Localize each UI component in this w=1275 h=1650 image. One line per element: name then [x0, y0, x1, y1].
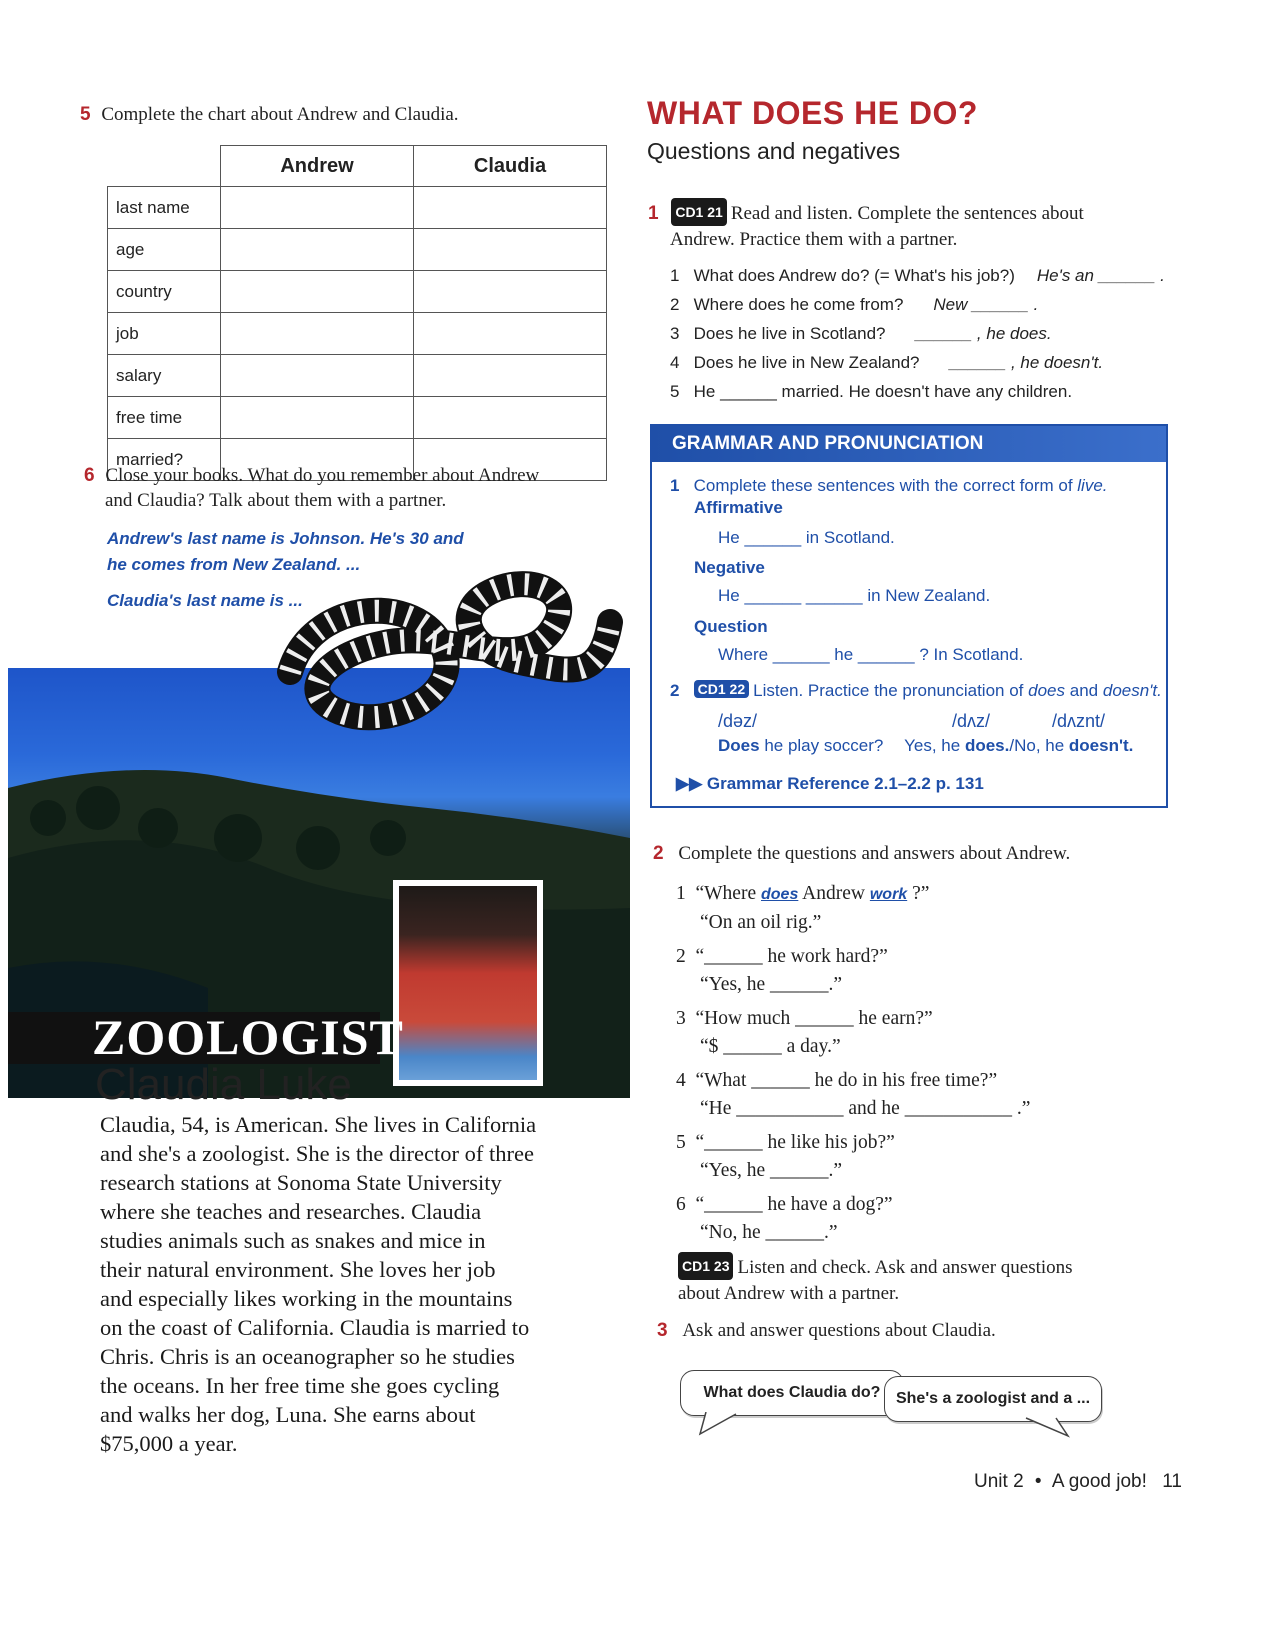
exercise-3-heading [657, 1318, 996, 1344]
grammar-reference-link[interactable]: ▶▶ Grammar Reference 2.1–2.2 p. 131 [676, 774, 984, 793]
negative-line: He ______ ______ in New Zealand. [718, 586, 991, 605]
answer-line: “Yes, he ______.” [700, 974, 843, 995]
example-line: he comes from New Zealand. ... [107, 555, 361, 574]
row-label: age [108, 229, 221, 271]
list-item: 4 “What ______ he do in his free time?” [676, 1070, 998, 1091]
audio-track-badge[interactable]: CD1 21 [671, 198, 726, 226]
answer-line: “On an oil rig.” [700, 912, 822, 933]
chart-cell[interactable] [414, 271, 607, 313]
affirmative-label: Affirmative [694, 498, 783, 517]
exercise-2-heading [653, 841, 1070, 867]
story-line: Claudia, 54, is American. She lives in California [100, 1112, 537, 1137]
row-label: married? [108, 439, 221, 481]
double-arrow-icon: ▶▶ [676, 774, 703, 793]
question-line: Where ______ he ______ ? In Scotland. [718, 645, 1024, 664]
speech-bubble-question: What does Claudia do? [680, 1370, 904, 1416]
ipa-does-weak: /dəz/ [718, 711, 758, 731]
page-number: 11 [1162, 1471, 1182, 1492]
audio-track-badge[interactable]: CD1 22 [694, 680, 749, 698]
table-row [108, 397, 607, 439]
answer-line: “He ___________ and he ___________ .” [700, 1098, 1031, 1119]
story-line: where she teaches and researches. Claudia [100, 1199, 482, 1224]
answer-line: “Yes, he ______.” [700, 1160, 843, 1181]
example-line: Andrew's last name is Johnson. He's 30 and [107, 529, 464, 548]
list-item: 1 What does Andrew do? (= What's his job?) He's an ______ . [670, 266, 1165, 285]
chart-cell[interactable] [221, 229, 414, 271]
exercise-instruction: Andrew. Practice them with a partner. [670, 229, 958, 250]
exercise-instruction: Ask and answer questions about Claudia. [682, 1320, 996, 1341]
audio-track-badge[interactable]: CD1 23 [678, 1252, 733, 1280]
story-line: studies animals such as snakes and mice in [100, 1228, 486, 1253]
column-header-claudia: Claudia [414, 146, 607, 187]
story-line: on the coast of California. Claudia is married to [100, 1315, 530, 1340]
table-row [108, 271, 607, 313]
row-label: last name [108, 187, 221, 229]
exercise-2-items [676, 880, 1030, 1247]
row-label: free time [108, 397, 221, 439]
list-item: 2 Where does he come from? New ______ . [670, 295, 1039, 314]
story-line: Chris. Chris is an oceanographer so he studies [100, 1344, 515, 1369]
exercise-number: 1 [648, 203, 659, 224]
exercise-number: 3 [657, 1320, 668, 1341]
list-item: 6 “______ he have a dog?” [676, 1194, 893, 1215]
answer-line: “$ ______ a day.” [700, 1036, 841, 1057]
list-item: 5 “______ he like his job?” [676, 1132, 895, 1153]
list-item: 3 “How much ______ he earn?” [676, 1008, 933, 1029]
table-row [108, 355, 607, 397]
profile-story [100, 1110, 590, 1458]
question-label: Question [694, 617, 768, 636]
page-footer: Unit 2 • A good job! 11 [974, 1471, 1182, 1492]
page-title: WHAT DOES HE DO? [647, 95, 978, 131]
chart-cell[interactable] [221, 313, 414, 355]
story-line: their natural environment. She loves her job [100, 1257, 496, 1282]
snake-image [270, 562, 630, 762]
affirmative-line: He ______ in Scotland. [718, 528, 895, 547]
exercise-5-heading [80, 104, 459, 126]
row-label: country [108, 271, 221, 313]
story-line: and especially likes working in the mountains [100, 1286, 513, 1311]
pronunciation-example: Does he play soccer? Yes, he does./No, he doesn't. [718, 736, 1134, 755]
filled-answer: does [761, 886, 799, 903]
story-line: and walks her dog, Luna. She earns about [100, 1402, 476, 1427]
grammar-item-1: 1 Complete these sentences with the correct form of live. [670, 476, 1108, 495]
exercise-instruction: Close your books. What do you remember about Andrew [105, 465, 540, 486]
row-label: job [108, 313, 221, 355]
chart-cell[interactable] [221, 187, 414, 229]
andrew-claudia-chart [107, 145, 607, 481]
exercise-instruction: Read and listen. Complete the sentences about [730, 203, 1084, 224]
table-row [108, 187, 607, 229]
chart-cell[interactable] [414, 355, 607, 397]
grammar-header: GRAMMAR AND PRONUNCIATION [652, 426, 1166, 462]
chart-cell[interactable] [221, 271, 414, 313]
listen-and-check: CD1 23 Listen and check. Ask and answer questions about Andrew with a partner. [678, 1252, 1073, 1307]
filled-answer: work [869, 886, 908, 903]
answer-line: “No, he ______.” [700, 1222, 838, 1243]
exercise-1 [648, 198, 1084, 253]
exercise-number: 5 [80, 104, 91, 125]
exercise-number: 2 [653, 843, 664, 864]
job-title: ZOOLOGIST [92, 1009, 404, 1065]
chart-cell[interactable] [414, 397, 607, 439]
story-line: the oceans. In her free time she goes cycling [100, 1373, 500, 1398]
list-item: 3 Does he live in Scotland? ______ , he does. [670, 324, 1052, 343]
exercise-6-heading [84, 463, 539, 513]
list-item: 4 Does he live in New Zealand? ______ , he doesn't. [670, 353, 1104, 372]
chart-cell[interactable] [414, 187, 607, 229]
table-row [108, 313, 607, 355]
exercise-instruction: and Claudia? Talk about them with a partner. [105, 490, 447, 511]
example-line: Claudia's last name is ... [107, 591, 303, 610]
chart-cell[interactable] [414, 229, 607, 271]
grammar-item-2: 2 CD1 22 Listen. Practice the pronunciation of does and doesn't. [670, 681, 1162, 700]
list-item: 2 “______ he work hard?” [676, 946, 888, 967]
ipa-does-strong: /dʌz/ [952, 711, 991, 731]
bubble-tails [696, 1412, 1096, 1438]
chart-cell[interactable] [414, 313, 607, 355]
chart-cell[interactable] [221, 355, 414, 397]
negative-label: Negative [694, 558, 765, 577]
story-line: research stations at Sonoma State University [100, 1170, 502, 1195]
claudia-portrait [393, 880, 543, 1086]
story-line: and she's a zoologist. She is the director of three [100, 1141, 534, 1166]
exercise-number: 6 [84, 465, 95, 486]
person-name: Claudia Luke [95, 1060, 352, 1109]
exercise-instruction: Complete the chart about Andrew and Claudia. [101, 104, 459, 125]
page-subtitle: Questions and negatives [647, 138, 901, 164]
list-item: 5 He ______ married. He doesn't have any children. [670, 382, 1073, 401]
story-line: $75,000 a year. [100, 1431, 238, 1456]
chart-cell[interactable] [221, 397, 414, 439]
speech-bubble-answer: She's a zoologist and a ... [884, 1376, 1102, 1422]
exercise-1-items [670, 261, 1165, 406]
ipa-doesnt: /dʌznt/ [1052, 711, 1106, 731]
list-item: 1 “Where does Andrew work ?” [676, 883, 930, 904]
column-header-andrew: Andrew [221, 146, 414, 187]
row-label: salary [108, 355, 221, 397]
table-row [108, 229, 607, 271]
exercise-instruction: Complete the questions and answers about Andrew. [678, 843, 1071, 864]
